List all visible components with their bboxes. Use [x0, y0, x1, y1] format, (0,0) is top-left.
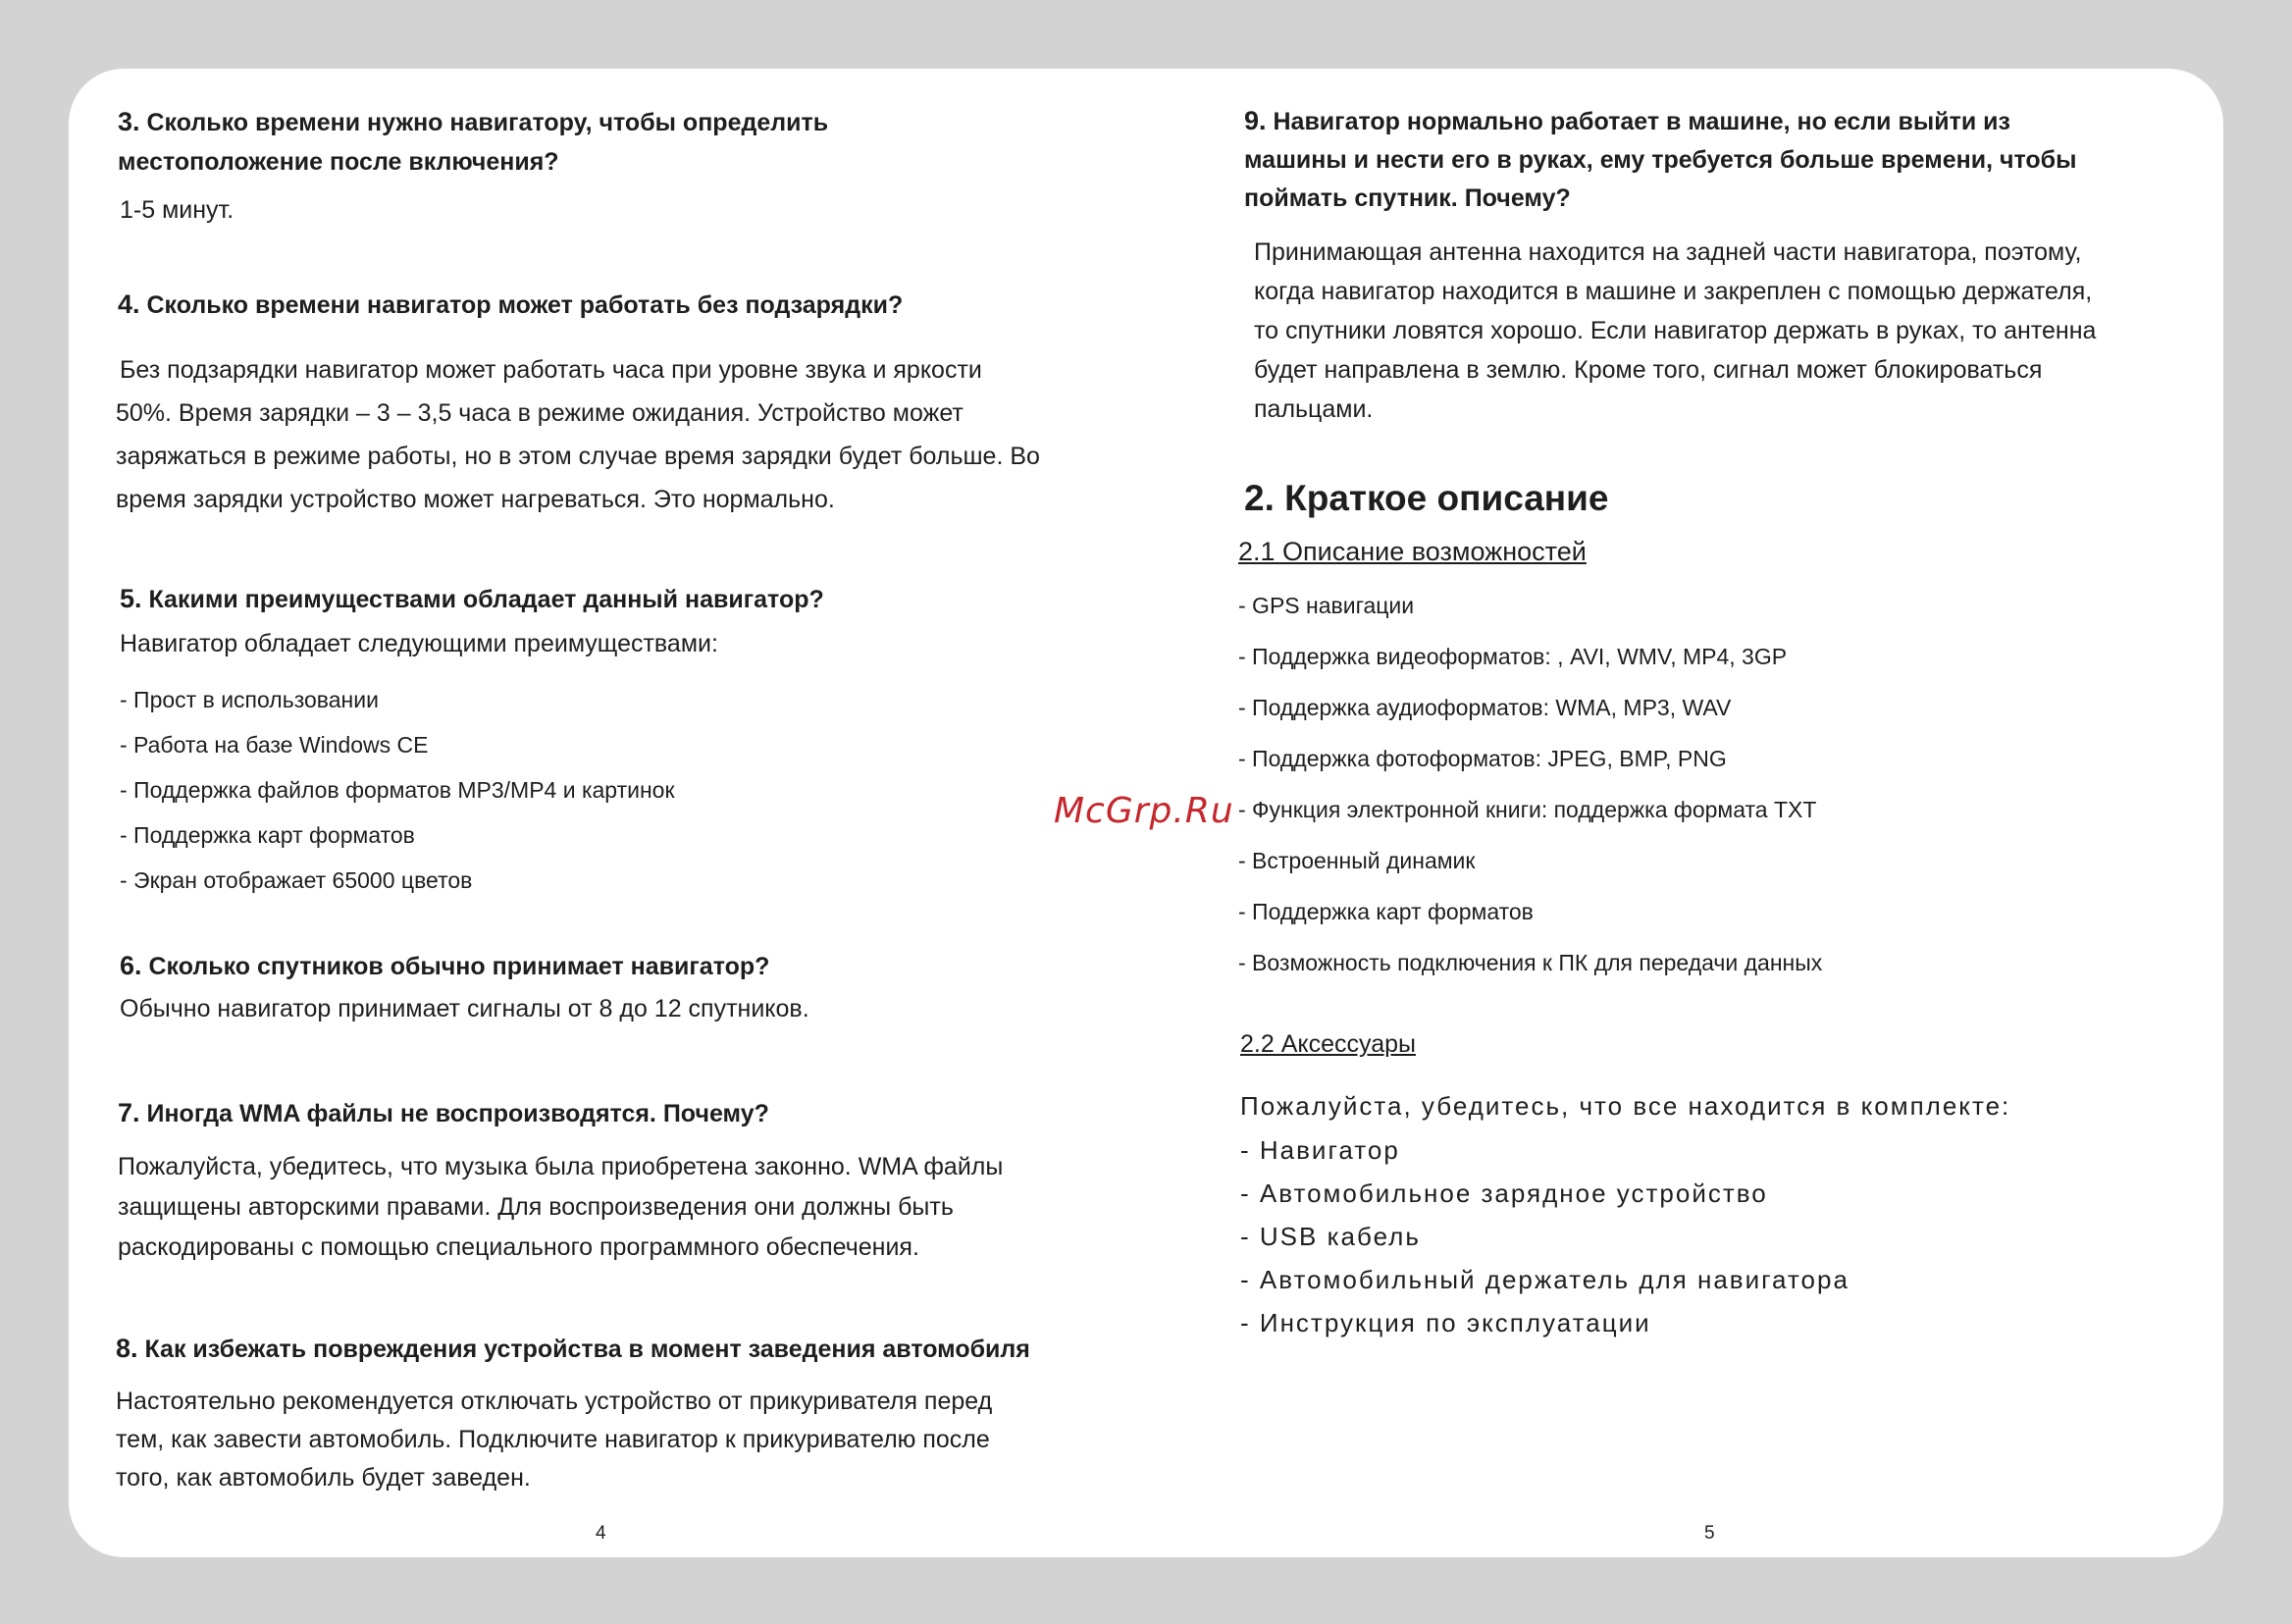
question-line: поймать спутник. Почему? [1244, 184, 1571, 212]
list-item: - Автомобильное зарядное устройство [1240, 1179, 1768, 1208]
answer-8 [116, 1383, 992, 1497]
question-9 [1244, 102, 2076, 218]
list-item: - Поддержка видеоформатов: , AVI, WMV, MP4, 3GP [1238, 644, 1788, 669]
question-3 [118, 102, 828, 182]
answer-line: тем, как завести автомобиль. Подключите навигатор к прикуривателю после [116, 1426, 990, 1453]
watermark: McGrp.Ru [1054, 791, 1234, 831]
question-title: Какими преимуществами обладает данный навигатор? [148, 586, 824, 613]
list-item: - Поддержка аудиоформатов: WMA, MP3, WAV [1238, 695, 1732, 720]
answer-5-intro: Навигатор обладает следующими преимуществами: [120, 630, 718, 657]
question-number: 3. [118, 107, 140, 136]
question-number: 4. [118, 289, 140, 319]
answer-7 [118, 1147, 1003, 1268]
answer-line: Без подзарядки навигатор может работать часа при уровне звука и яркости [120, 356, 982, 384]
question-line: местоположение после включения? [118, 148, 559, 176]
question-number: 7. [118, 1098, 140, 1127]
list-item: - Работа на базе Windows CE [120, 732, 429, 758]
answer-line: когда навигатор находится в машине и закреплен с помощью держателя, [1254, 278, 2093, 305]
question-4 [118, 285, 903, 325]
question-number: 9. [1244, 106, 1267, 135]
question-number: 8. [116, 1334, 138, 1363]
question-number: 6. [120, 951, 142, 980]
answer-9 [1254, 233, 2096, 429]
question-8 [116, 1329, 1030, 1369]
list-item: - Инструкция по эксплуатации [1240, 1308, 1651, 1337]
list-item: - Поддержка фотоформатов: JPEG, BMP, PNG [1238, 746, 1727, 771]
page-number-left: 4 [596, 1523, 606, 1544]
list-item: - Функция электронной книги: поддержка формата TXT [1238, 797, 1817, 822]
features-list [1238, 580, 1822, 988]
list-item: - Встроенный динамик [1238, 848, 1476, 873]
answer-line: время зарядки устройство может нагреваться. Это нормально. [116, 486, 835, 513]
list-item: - Возможность подключения к ПК для передачи данных [1238, 950, 1823, 975]
question-line: машины и нести его в руках, ему требуется больше времени, чтобы [1244, 146, 2077, 174]
list-item: - Поддержка карт форматов [120, 822, 415, 848]
question-title: Сколько времени навигатор может работать без подзарядки? [146, 291, 904, 319]
advantages-list [120, 677, 675, 903]
accessories-subtitle: 2.2 Аксессуары [1240, 1030, 1416, 1058]
answer-6: Обычно навигатор принимает сигналы от 8 до 12 спутников. [120, 995, 809, 1022]
accessories-list [1240, 1128, 1849, 1344]
answer-line: Принимающая антенна находится на задней части навигатора, поэтому, [1254, 238, 2082, 266]
question-line: Навигатор нормально работает в машине, но если выйти из [1273, 108, 2010, 135]
question-line: Сколько времени нужно навигатору, чтобы определить [146, 109, 829, 136]
question-title: Сколько спутников обычно принимает навигатор? [148, 953, 770, 980]
question-title: Иногда WMA файлы не воспроизводятся. Почему? [146, 1100, 769, 1127]
answer-4 [116, 348, 1040, 521]
question-title: Как избежать повреждения устройства в момент заведения автомобиля [144, 1336, 1030, 1363]
answer-line: заряжаться в режиме работы, но в этом случае время зарядки будет больше. Во [116, 443, 1040, 470]
list-item: - GPS навигации [1238, 593, 1415, 618]
answer-line: 50%. Время зарядки – 3 – 3,5 часа в режиме ожидания. Устройство может [116, 399, 964, 427]
accessories-intro: Пожалуйста, убедитесь, что все находится в комплекте: [1240, 1091, 2011, 1121]
answer-line: то спутники ловятся хорошо. Если навигатор держать в руках, то антенна [1254, 317, 2097, 344]
list-item: - USB кабель [1240, 1222, 1421, 1251]
question-number: 5. [120, 584, 142, 613]
question-5 [120, 579, 824, 619]
list-item: - Прост в использовании [120, 687, 379, 712]
answer-line: Пожалуйста, убедитесь, что музыка была приобретена законно. WMA файлы [118, 1153, 1004, 1180]
list-item: - Поддержка файлов форматов MP3/MP4 и картинок [120, 777, 675, 803]
answer-line: пальцами. [1254, 395, 1374, 423]
answer-line: того, как автомобиль будет заведен. [116, 1464, 531, 1492]
section-title: 2. Краткое описание [1244, 478, 1609, 518]
list-item: - Автомобильный держатель для навигатора [1240, 1265, 1849, 1294]
list-item: - Навигатор [1240, 1135, 1400, 1165]
question-6 [120, 946, 769, 986]
features-subtitle: 2.1 Описание возможностей [1238, 537, 1587, 566]
answer-line: Настоятельно рекомендуется отключать устройство от прикуривателя перед [116, 1388, 993, 1415]
question-7 [118, 1093, 769, 1133]
list-item: - Поддержка карт форматов [1238, 899, 1534, 924]
answer-3: 1-5 минут. [120, 196, 234, 224]
answer-line: защищены авторскими правами. Для воспроизведения они должны быть [118, 1193, 954, 1221]
list-item: - Экран отображает 65000 цветов [120, 867, 473, 893]
answer-line: раскодированы с помощью специального программного обеспечения. [118, 1233, 919, 1261]
page-number-right: 5 [1704, 1523, 1715, 1544]
answer-line: будет направлена в землю. Кроме того, сигнал может блокироваться [1254, 356, 2043, 384]
